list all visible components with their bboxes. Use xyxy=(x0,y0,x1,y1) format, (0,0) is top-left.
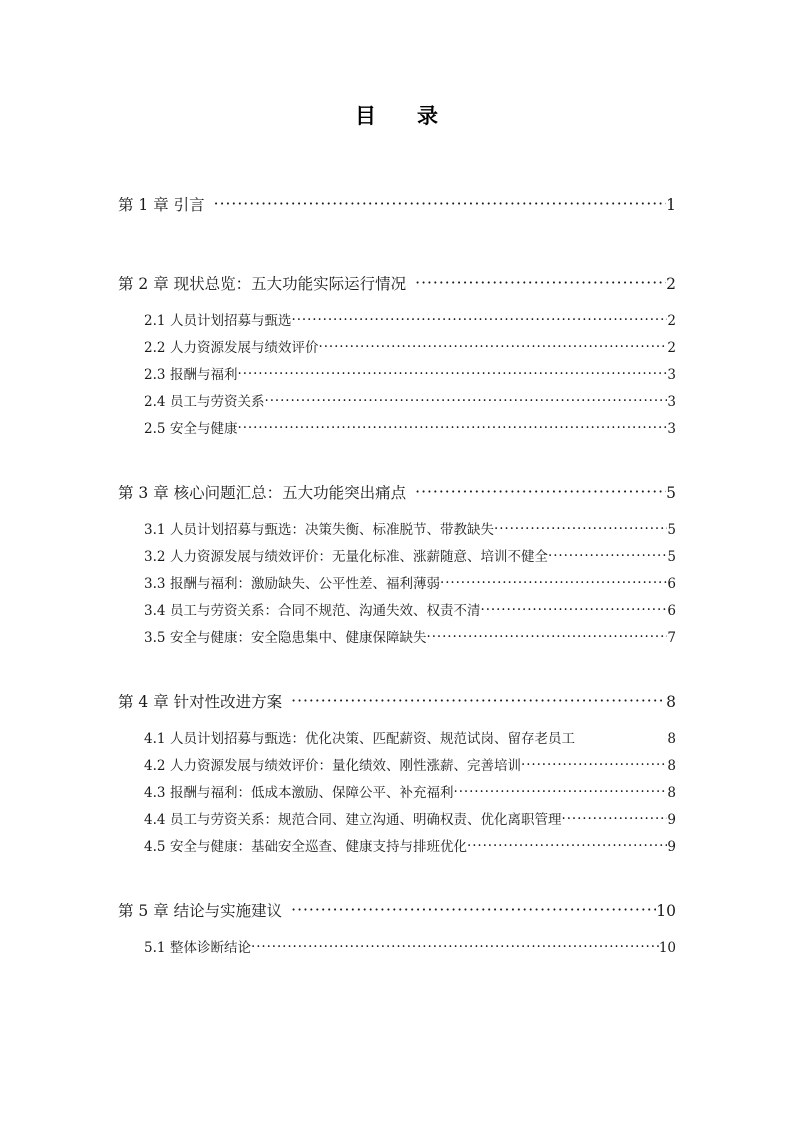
row-spacer xyxy=(118,619,676,626)
toc-entry-text: 人力资源发展与绩效评价：无量化标准、涨薪随意、培训不健全 xyxy=(170,549,548,565)
toc-entry-number: 4.3 xyxy=(144,785,166,801)
row-spacer xyxy=(118,329,676,336)
toc-entry-text: 安全与健康 xyxy=(170,421,238,437)
toc-entry-number: 3.2 xyxy=(144,549,166,565)
dot-leader xyxy=(521,757,667,771)
toc-entry-number: 2.1 xyxy=(144,313,166,329)
toc-entry-number: 4.4 xyxy=(144,812,166,828)
row-spacer xyxy=(118,592,676,599)
toc-chapter-entry[interactable] xyxy=(118,193,676,215)
toc-entry-number: 2.3 xyxy=(144,367,166,383)
dot-leader xyxy=(454,784,668,798)
toc-entry-label: 第 4 章 针对性改进方案 xyxy=(118,693,283,711)
dot-leader xyxy=(481,602,668,616)
row-spacer xyxy=(118,747,676,754)
toc-entry-number: 4.2 xyxy=(144,758,166,774)
toc-entry-label xyxy=(144,309,292,329)
toc-entry-text: 安全与健康：基础安全巡查、健康支持与排班优化 xyxy=(170,839,467,855)
toc-entry-label xyxy=(144,626,427,646)
toc-chapter-entry[interactable] xyxy=(118,899,676,921)
toc-page-number: 10 xyxy=(656,902,676,920)
row-spacer xyxy=(118,538,676,545)
dot-leader xyxy=(427,629,668,643)
dot-leader xyxy=(562,811,668,825)
row-spacer xyxy=(118,356,676,363)
row-spacer xyxy=(118,646,676,690)
toc-entry-text: 人力资源发展与绩效评价 xyxy=(170,340,319,356)
row-spacer xyxy=(118,828,676,835)
toc-entry-label xyxy=(144,363,238,383)
toc-entry-number: 4.1 xyxy=(144,731,166,747)
toc-entry-text: 报酬与福利：激励缺失、公平性差、福利薄弱 xyxy=(170,576,440,592)
dot-leader xyxy=(265,393,668,407)
toc-page-number: 9 xyxy=(667,839,676,855)
toc-page-number: 8 xyxy=(667,758,676,774)
row-spacer xyxy=(118,294,676,309)
toc-section-entry[interactable] xyxy=(144,518,676,538)
toc-entry-text: 安全与健康：安全隐患集中、健康保障缺失 xyxy=(170,630,427,646)
toc-entry-label xyxy=(144,754,521,774)
dot-leader xyxy=(467,838,667,852)
row-spacer xyxy=(118,921,676,936)
toc-section-entry[interactable] xyxy=(144,545,676,565)
dot-leader xyxy=(575,730,663,744)
dot-leader xyxy=(415,274,666,290)
toc-entry-label xyxy=(144,599,481,619)
toc-page-number: 6 xyxy=(667,576,676,592)
toc-entry-number: 4.5 xyxy=(144,839,166,855)
toc-entry-text: 报酬与福利 xyxy=(170,367,238,383)
toc-chapter-entry[interactable] xyxy=(118,481,676,503)
dot-leader xyxy=(291,692,666,708)
toc-section-entry[interactable] xyxy=(144,309,676,329)
toc-entry-text: 整体诊断结论 xyxy=(170,940,251,956)
toc-page-number: 5 xyxy=(666,484,676,502)
dot-leader xyxy=(238,420,668,434)
toc-entry-text: 员工与劳资关系：规范合同、建立沟通、明确权责、优化离职管理 xyxy=(170,812,562,828)
toc-page-number: 10 xyxy=(658,940,676,956)
toc-entry-label: 第 3 章 核心问题汇总：五大功能突出痛点 xyxy=(118,484,407,502)
toc-section-entry[interactable] xyxy=(144,572,676,592)
row-spacer xyxy=(118,383,676,390)
toc-entry-number: 3.1 xyxy=(144,522,166,538)
row-spacer xyxy=(118,437,676,481)
toc-entry-label xyxy=(144,518,494,538)
toc-entry-text: 报酬与福利：低成本激励、保障公平、补充福利 xyxy=(170,785,454,801)
toc-page-number: 3 xyxy=(667,367,676,383)
row-spacer xyxy=(118,503,676,518)
toc-page-number: 1 xyxy=(666,196,676,214)
toc-entry-label xyxy=(144,781,454,801)
toc-entry-label xyxy=(144,390,265,410)
row-spacer xyxy=(118,410,676,417)
toc-chapter-entry[interactable] xyxy=(118,272,676,294)
row-spacer xyxy=(118,565,676,572)
toc-entry-number: 2.2 xyxy=(144,340,166,356)
toc-entry-label xyxy=(144,835,467,855)
toc-entry-number: 3.4 xyxy=(144,603,166,619)
toc-section-entry[interactable] xyxy=(144,626,676,646)
toc-section-entry[interactable] xyxy=(144,727,676,747)
toc-page-number: 2 xyxy=(667,340,676,356)
toc-section-entry[interactable] xyxy=(144,390,676,410)
toc-entry-label xyxy=(144,545,548,565)
toc-page-number: 8 xyxy=(666,693,676,711)
dot-leader xyxy=(291,901,656,917)
toc-entry-label xyxy=(144,808,562,828)
toc-section-entry[interactable] xyxy=(144,936,676,956)
toc-page-number: 2 xyxy=(667,313,676,329)
row-spacer xyxy=(118,712,676,727)
toc-entry-text: 员工与劳资关系 xyxy=(170,394,265,410)
toc-entry-number: 3.3 xyxy=(144,576,166,592)
toc-entry-label xyxy=(144,572,440,592)
toc-entry-text: 人员计划招募与甄选 xyxy=(170,313,292,329)
dot-leader xyxy=(251,939,659,953)
toc-entry-label xyxy=(144,727,575,747)
toc-entry-number: 5.1 xyxy=(144,940,166,956)
toc-entry-text: 人员计划招募与甄选：优化决策、匹配薪资、规范试岗、留存老员工 xyxy=(170,731,575,747)
toc-page-number: 3 xyxy=(667,421,676,437)
dot-leader xyxy=(214,195,666,211)
toc-section-entry[interactable] xyxy=(144,417,676,437)
row-spacer xyxy=(118,801,676,808)
toc-entry-label xyxy=(144,936,251,956)
toc-page-number: 2 xyxy=(666,275,676,293)
toc-page-number: 8 xyxy=(667,731,676,747)
toc-page-number: 5 xyxy=(667,522,676,538)
toc-section-entry[interactable] xyxy=(144,754,676,774)
table-of-contents xyxy=(118,193,676,956)
toc-entry-label xyxy=(144,336,319,356)
dot-leader xyxy=(292,312,668,326)
toc-entry-number: 2.4 xyxy=(144,394,166,410)
toc-entry-label: 第 1 章 引言 xyxy=(118,196,205,214)
toc-entry-label: 第 2 章 现状总览：五大功能实际运行情况 xyxy=(118,275,407,293)
page-title: 目 录 xyxy=(355,103,448,128)
toc-entry-label: 第 5 章 结论与实施建议 xyxy=(118,902,283,920)
dot-leader xyxy=(494,521,667,535)
dot-leader xyxy=(319,339,668,353)
toc-page-number: 9 xyxy=(667,812,676,828)
toc-section-entry[interactable] xyxy=(144,363,676,383)
toc-section-entry[interactable] xyxy=(144,781,676,801)
toc-page-number: 8 xyxy=(667,785,676,801)
toc-section-entry[interactable] xyxy=(144,599,676,619)
dot-leader xyxy=(238,366,668,380)
toc-page-number: 7 xyxy=(667,630,676,646)
toc-entry-text: 员工与劳资关系：合同不规范、沟通失效、权责不清 xyxy=(170,603,481,619)
toc-entry-number: 3.5 xyxy=(144,630,166,646)
toc-section-entry[interactable] xyxy=(144,336,676,356)
toc-entry-text: 人力资源发展与绩效评价：量化绩效、刚性涨薪、完善培训 xyxy=(170,758,521,774)
dot-leader xyxy=(440,575,667,589)
row-spacer xyxy=(118,855,676,899)
toc-entry-label xyxy=(144,417,238,437)
toc-page-number: 5 xyxy=(667,549,676,565)
toc-section-entry[interactable] xyxy=(144,835,676,855)
toc-page-number: 3 xyxy=(667,394,676,410)
dot-leader xyxy=(415,483,666,499)
row-spacer xyxy=(118,774,676,781)
toc-entry-number: 2.5 xyxy=(144,421,166,437)
row-spacer xyxy=(118,215,676,272)
toc-chapter-entry[interactable] xyxy=(118,690,676,712)
toc-page-number: 6 xyxy=(667,603,676,619)
toc-entry-text: 人员计划招募与甄选：决策失衡、标准脱节、带教缺失 xyxy=(170,522,494,538)
toc-section-entry[interactable] xyxy=(144,808,676,828)
dot-leader xyxy=(548,548,667,562)
